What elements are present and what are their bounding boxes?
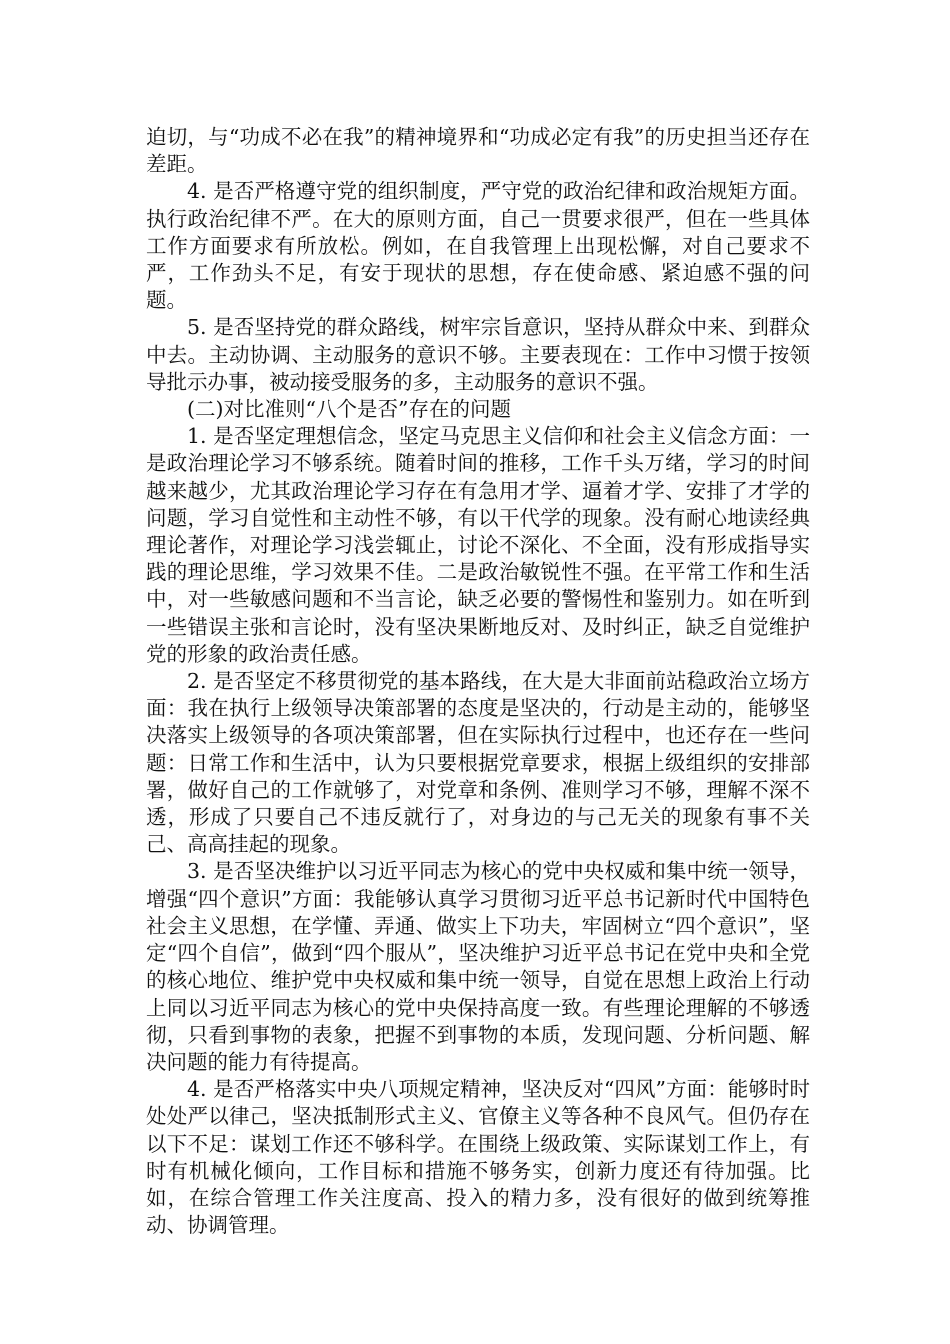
paragraph-item-2-basic-line: 2. 是否坚定不移贯彻党的基本路线，在大是大非面前站稳政治立场方面：我在执行上级领导决策部署的态度是坚决的，行动是主动的，能够坚决落实上级领导的各项决策部署，但在实际执行过程中，也还存在一些问题：日常工作和生活中，认为只要根据党章要求，根据上级组织的安排部署，做好自己的工作就够了，对党章和条例、准则学习不够，理解不深不透，形成了只要自己不违反就行了，对身边的与己无关的现象有事不关己、高高挂起的现象。 <box>146 669 810 857</box>
paragraph-item-4-organization: 4. 是否严格遵守党的组织制度，严守党的政治纪律和政治规矩方面。执行政治纪律不严。在大的原则方面，自己一贯要求很严，但在一些具体工作方面要求有所放松。例如，在自我管理上出现松懈，对自己要求不严，工作劲头不足，有安于现状的思想，存在使命感、紧迫感不强的问题。 <box>146 179 810 313</box>
document-page <box>146 124 810 1239</box>
paragraph-item-3-authority: 3. 是否坚决维护以习近平同志为核心的党中央权威和集中统一领导，增强“四个意识”方面：我能够认真学习贯彻习近平总书记新时代中国特色社会主义思想，在学懂、弄通、做实上下功夫，牢固树立“四个意识”，坚定“四个自信”，做到“四个服从”，坚决维护习近平总书记在党中央和全党的核心地位、维护党中央权威和集中统一领导，自觉在思想上政治上行动上同以习近平同志为核心的党中央保持高度一致。有些理论理解的不够透彻，只看到事物的表象，把握不到事物的本质，发现问题、分析问题、解决问题的能力有待提高。 <box>146 859 810 1074</box>
section-heading: (二)对比准则“八个是否”存在的问题 <box>187 397 511 422</box>
paragraph-continuation: 迫切，与“功成不必在我”的精神境界和“功成必定有我”的历史担当还存在差距。 <box>146 125 810 177</box>
paragraph-item-4-eight-rules: 4. 是否严格落实中央八项规定精神，坚决反对“四风”方面：能够时时处处严以律己，坚决抵制形式主义、官僚主义等各种不良风气。但仍存在以下不足：谋划工作还不够科学。在围绕上级政策、实际谋划工作上，有时有机械化倾向，工作目标和措施不够务实，创新力度还有待加强。比如，在综合管理工作关注度高、投入的精力多，没有很好的做到统筹推动、协调管理。 <box>146 1077 810 1238</box>
paragraph-item-5-mass-line: 5. 是否坚持党的群众路线，树牢宗旨意识，坚持从群众中来、到群众中去。主动协调、主动服务的意识不够。主要表现在：工作中习惯于按领导批示办事，被动接受服务的多，主动服务的意识不强。 <box>146 315 810 394</box>
paragraph-item-1-ideals: 1. 是否坚定理想信念，坚定马克思主义信仰和社会主义信念方面：一是政治理论学习不够系统。随着时间的推移，工作千头万绪，学习的时间越来越少，尤其政治理论学习存在有急用才学、逼着才学、安排了才学的问题，学习自觉性和主动性不够，有以干代学的现象。没有耐心地读经典理论著作，对理论学习浅尝辄止，讨论不深化、不全面，没有形成指导实践的理论思维，学习效果不佳。二是政治敏锐性不强。在平常工作和生活中，对一些敏感问题和不当言论，缺乏必要的警惕性和鉴别力。如在听到一些错误主张和言论时，没有坚决果断地反对、及时纠正，缺乏自觉维护党的形象的政治责任感。 <box>146 424 810 666</box>
